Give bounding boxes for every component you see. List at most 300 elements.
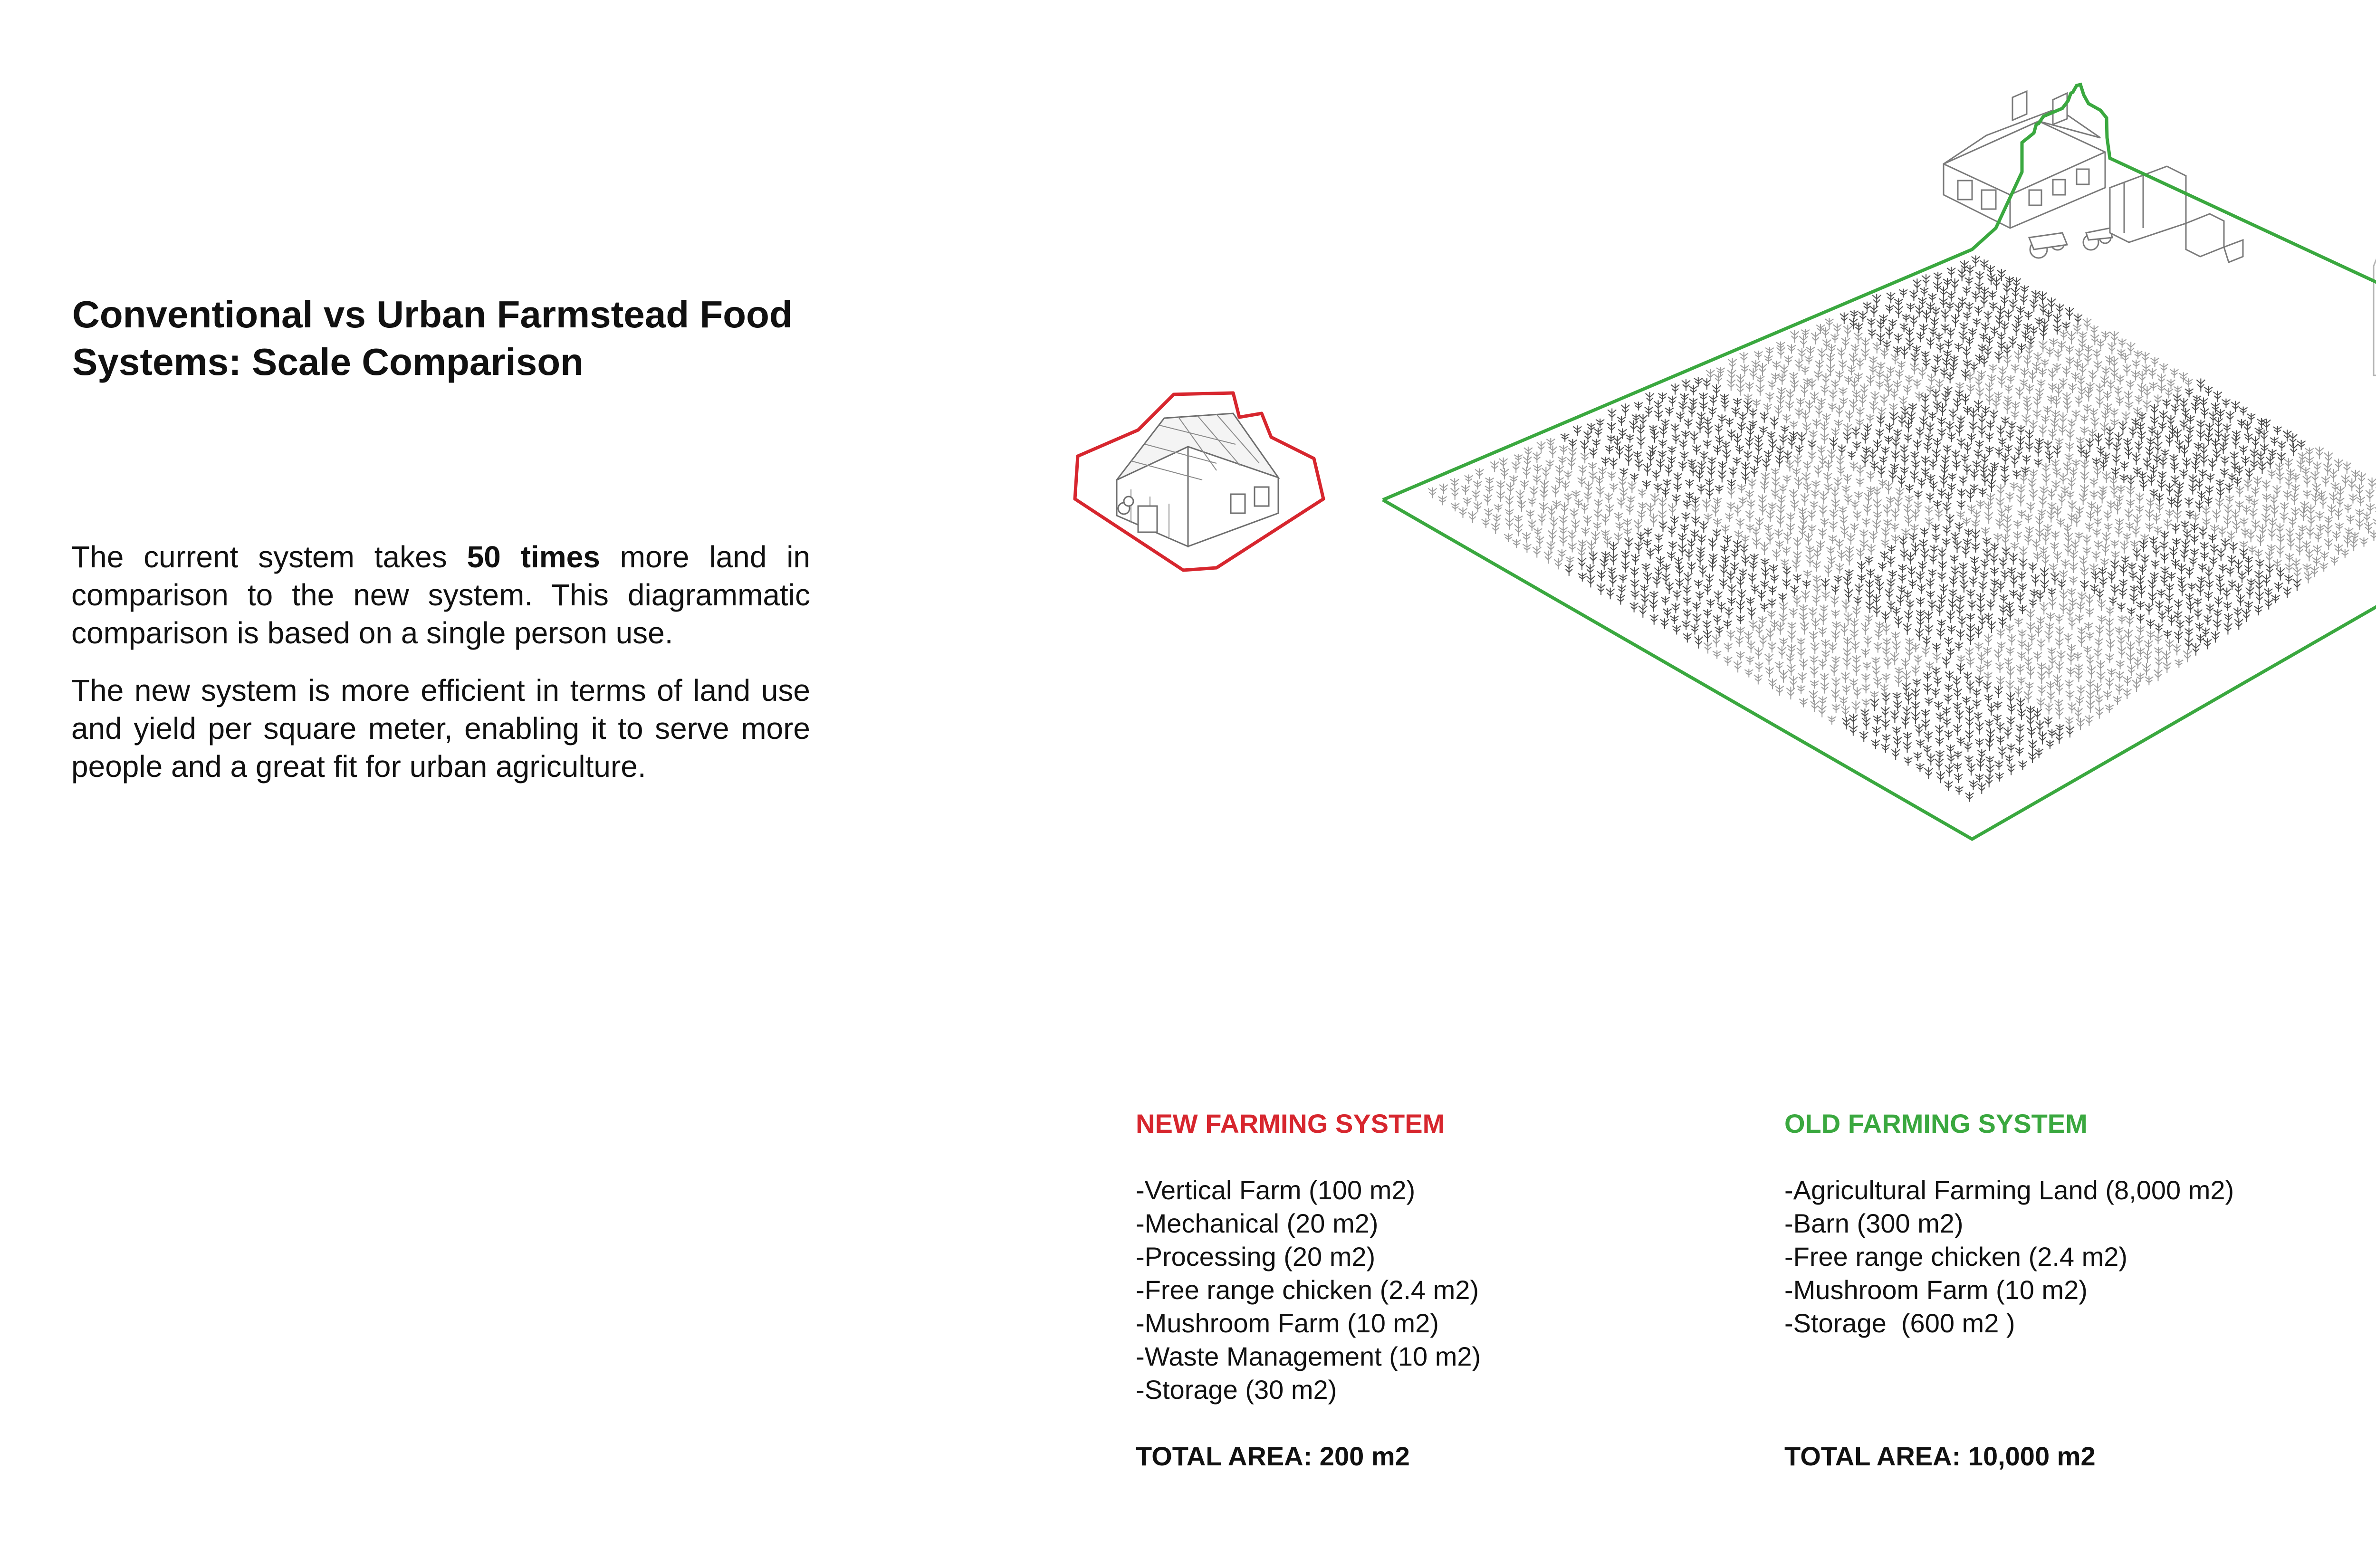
crop-plant [2003, 344, 2012, 357]
crop-plant [2233, 477, 2242, 487]
crop-plant [1768, 439, 1777, 452]
crop-plant [2213, 449, 2221, 461]
crop-plant [1642, 563, 1650, 572]
crop-plant [1937, 417, 1946, 427]
crop-plant [1868, 365, 1877, 375]
crop-plant [2158, 611, 2166, 622]
crop-plant [1876, 381, 1884, 390]
crop-plant [1976, 603, 1985, 615]
crop-plant [2056, 518, 2065, 527]
crop-plant [2106, 627, 2114, 640]
crop-plant [1925, 506, 1933, 516]
crop-plant [1792, 468, 1801, 477]
crop-plant [2210, 525, 2219, 534]
crop-plant [1873, 498, 1882, 512]
crop-plant [1713, 650, 1721, 659]
list-item: -Free range chicken (2.4 m2) [1136, 1275, 1479, 1305]
crop-plant [1882, 623, 1890, 635]
crop-plant [1648, 445, 1657, 456]
crop-plant [2001, 570, 2009, 581]
crop-plant [1881, 706, 1889, 718]
crop-plant [1825, 318, 1833, 328]
crop-plant [2191, 460, 2200, 473]
crop-plant [2124, 446, 2133, 459]
crop-plant [2001, 534, 2010, 546]
crop-plant [1646, 392, 1654, 405]
crop-plant [2143, 386, 2151, 399]
crop-plant [1505, 495, 1514, 508]
crop-plant [1954, 343, 1963, 352]
crop-plant [1755, 624, 1763, 637]
crop-plant [2068, 419, 2076, 429]
crop-plant [2114, 386, 2122, 397]
crop-plant [1619, 488, 1628, 499]
crop-plant [1831, 631, 1840, 642]
crop-plant [1653, 576, 1661, 588]
crop-plant [1514, 523, 1523, 536]
crop-plant [1727, 597, 1736, 606]
crop-plant [1954, 773, 1963, 783]
crop-plant [1820, 605, 1828, 614]
crop-plant [1956, 663, 1965, 674]
crop-plant [2311, 471, 2319, 484]
crop-plant [2039, 340, 2047, 353]
crop-plant [1945, 671, 1954, 681]
crop-plant [2027, 727, 2036, 738]
crop-plant [1789, 431, 1798, 441]
crop-plant [1931, 365, 1939, 375]
crop-plant [2068, 500, 2076, 512]
crop-plant [2215, 574, 2224, 584]
crop-plant [1586, 564, 1594, 576]
crop-plant [1985, 756, 1994, 765]
crop-plant [2075, 532, 2083, 540]
crop-plant [2055, 682, 2064, 695]
crop-plant [2059, 570, 2068, 581]
crop-plant [2006, 679, 2014, 692]
crop-plant [1707, 466, 1715, 479]
crop-plant [1873, 677, 1882, 688]
crop-plant [1926, 337, 1935, 349]
crop-plant [1957, 488, 1966, 498]
crop-plant [1661, 419, 1669, 429]
crop-plant [1810, 655, 1818, 665]
crop-plant [2221, 456, 2229, 467]
crop-plant [2234, 583, 2242, 595]
crop-plant [2254, 605, 2263, 616]
crop-plant [1735, 636, 1744, 647]
crop-plant [2160, 531, 2169, 541]
crop-plant [1900, 467, 1909, 476]
crop-plant [1916, 763, 1924, 772]
crop-plant [1870, 461, 1878, 471]
crop-plant [2150, 416, 2159, 426]
crop-plant [1493, 514, 1501, 524]
crop-plant [1709, 395, 1717, 406]
crop-plant [2215, 498, 2224, 510]
crop-plant [1797, 685, 1805, 694]
crop-plant [1820, 682, 1829, 694]
crop-plant [1779, 484, 1787, 494]
crop-plant [2080, 459, 2089, 472]
crop-plant [2050, 418, 2059, 430]
crop-plant [1428, 488, 1437, 498]
crop-plant [2080, 566, 2089, 579]
crop-plant [2163, 661, 2171, 673]
crop-plant [1661, 488, 1670, 497]
crop-plant [1573, 425, 1581, 436]
crop-plant [2119, 579, 2127, 588]
crop-plant [2117, 485, 2125, 494]
crop-plant [1944, 386, 1952, 397]
crop-plant [1665, 407, 1674, 417]
crop-plant [1893, 700, 1902, 711]
crop-plant [1764, 355, 1772, 364]
crop-plant [1654, 400, 1663, 411]
crop-plant [2241, 456, 2250, 466]
crop-plant [2248, 545, 2256, 555]
crop-plant [2284, 458, 2293, 469]
crop-plant [1718, 469, 1726, 483]
crop-plant [2331, 482, 2339, 492]
crop-plant [1928, 412, 1937, 421]
crop-plant [2193, 452, 2201, 463]
crop-plant [2068, 588, 2076, 597]
crop-plant [2018, 760, 2027, 770]
crop-plant [1696, 421, 1705, 433]
crop-plant [1856, 358, 1864, 370]
crop-plant [2123, 438, 2132, 448]
crop-plant [1849, 714, 1858, 725]
crop-plant [1890, 389, 1898, 400]
crop-plant [1617, 416, 1626, 426]
crop-plant [1538, 513, 1546, 526]
crop-plant [1922, 310, 1931, 322]
crop-plant [2113, 442, 2121, 454]
crop-plant [2133, 514, 2142, 527]
crop-plant [2063, 524, 2072, 534]
crop-plant [1631, 590, 1639, 600]
crop-plant [2126, 616, 2134, 627]
crop-plant [1621, 550, 1629, 561]
crop-plant [1915, 724, 1923, 736]
crop-plant [1819, 659, 1827, 670]
crop-plant [1675, 578, 1684, 589]
crop-plant [1899, 289, 1907, 298]
crop-plant [2062, 366, 2071, 377]
crop-plant [2138, 471, 2146, 481]
crop-plant [2174, 386, 2182, 395]
crop-plant [1963, 464, 1971, 475]
crop-plant [2255, 570, 2263, 582]
crop-plant [2117, 615, 2126, 624]
crop-plant [2146, 446, 2154, 459]
crop-plant [1831, 585, 1839, 595]
crop-plant [1913, 379, 1921, 389]
crop-plant [1658, 440, 1667, 449]
crop-plant [1699, 521, 1708, 533]
crop-plant [1931, 524, 1940, 533]
intro-text-end: more land in comparison to the new system. This diagrammatic comparison is based on a single person use. [71, 540, 810, 650]
crop-plant [2285, 476, 2293, 489]
crop-plant [1945, 302, 1954, 311]
crop-plant [1944, 637, 1953, 647]
crop-plant [1601, 530, 1610, 538]
crop-plant [1966, 633, 1975, 645]
crop-plant [2110, 356, 2118, 369]
crop-plant [2005, 624, 2014, 633]
crop-plant [1832, 704, 1840, 713]
crop-plant [2079, 363, 2087, 376]
crop-plant [1608, 471, 1616, 481]
crop-plant [2223, 602, 2232, 611]
crop-plant [2160, 553, 2169, 564]
crop-plant [1934, 354, 1942, 365]
crop-plant [1500, 468, 1509, 479]
crop-plant [1662, 564, 1670, 573]
crop-plant [1842, 685, 1850, 695]
crop-plant [1499, 458, 1508, 469]
crop-plant [1852, 655, 1861, 666]
crop-plant [2213, 609, 2222, 619]
crop-plant [2143, 650, 2152, 663]
crop-plant [1839, 360, 1847, 371]
crop-plant [2293, 567, 2301, 580]
crop-plant [2155, 623, 2163, 634]
crop-plant [1891, 508, 1900, 521]
crop-plant [1814, 465, 1822, 477]
crop-plant [2174, 631, 2183, 643]
crop-plant [2065, 356, 2074, 366]
crop-plant [1829, 390, 1837, 402]
crop-plant [1862, 518, 1870, 527]
crop-plant [1783, 475, 1792, 484]
crop-plant [1939, 475, 1948, 488]
crop-plant [1983, 537, 1991, 547]
crop-plant [2004, 727, 2012, 739]
crop-plant [1996, 497, 2004, 509]
crop-plant [1550, 516, 1558, 530]
crop-plant [1954, 688, 1962, 700]
crop-plant [2209, 411, 2217, 424]
crop-plant [1600, 558, 1609, 570]
crop-plant [1628, 481, 1636, 493]
crop-plant [1768, 641, 1776, 652]
crop-plant [1721, 555, 1730, 565]
crop-plant [2138, 564, 2147, 575]
crop-plant [2336, 486, 2345, 498]
crop-plant [1882, 647, 1890, 658]
crop-plant [1660, 618, 1669, 629]
crop-plant [1647, 503, 1655, 515]
crop-plant [2134, 350, 2142, 359]
crop-plant [1768, 502, 1776, 511]
crop-plant [2167, 497, 2175, 508]
crop-plant [1756, 384, 1764, 396]
crop-plant [1833, 324, 1841, 335]
crop-plant [2241, 528, 2250, 538]
crop-plant [2069, 562, 2078, 573]
crop-plant [2034, 445, 2042, 457]
crop-plant [1766, 532, 1774, 545]
crop-plant [2099, 577, 2108, 588]
crop-plant [2115, 627, 2123, 635]
crop-plant [1692, 445, 1701, 455]
crop-plant [1877, 415, 1885, 427]
crop-plant [2290, 443, 2298, 456]
crop-plant [2101, 544, 2110, 556]
crop-plant [1857, 561, 1866, 573]
crop-plant [1857, 574, 1866, 583]
crop-plant [1921, 719, 1930, 731]
crop-plant [1973, 688, 1981, 698]
crop-plant [2033, 708, 2041, 720]
crop-plant [1959, 476, 1967, 486]
crop-plant [1945, 764, 1954, 777]
crop-plant [1845, 569, 1853, 579]
crop-plant [1911, 643, 1920, 652]
crop-plant [1930, 317, 1939, 328]
crop-plant [1990, 587, 1998, 599]
crop-plant [2230, 451, 2239, 461]
crop-plant [1881, 527, 1890, 539]
crop-plant [2136, 493, 2144, 504]
crop-plant [1956, 629, 1965, 640]
crop-plant [1754, 647, 1763, 659]
crop-plant [1777, 495, 1786, 506]
crop-plant [1910, 524, 1919, 533]
crop-plant [2072, 410, 2080, 420]
crop-plant [2177, 564, 2186, 574]
crop-plant [2041, 554, 2050, 567]
crop-plant [1785, 401, 1794, 411]
crop-plant [1968, 328, 1977, 337]
crop-plant [1672, 434, 1680, 444]
crop-plant [2171, 559, 2180, 569]
crop-plant [1665, 464, 1673, 476]
crop-plant [1966, 372, 1974, 383]
crop-plant [2145, 603, 2153, 615]
crop-plant [1678, 461, 1687, 471]
crop-plant [1975, 271, 1984, 283]
crop-plant [2218, 526, 2226, 537]
crop-plant [2041, 415, 2050, 425]
crop-plant [2057, 341, 2066, 351]
crop-plant [1485, 508, 1493, 519]
crop-plant [2165, 639, 2174, 650]
crop-plant [2007, 375, 2015, 383]
crop-plant [1966, 265, 1974, 276]
crop-plant [2321, 476, 2330, 487]
crop-plant [2028, 633, 2036, 643]
page-title: Conventional vs Urban Farmstead Food Systems: Scale Comparison [72, 293, 793, 383]
crop-plant [1782, 579, 1791, 590]
crop-plant [2182, 458, 2191, 469]
crop-plant [1899, 396, 1907, 407]
crop-plant [2117, 646, 2126, 659]
crop-plant [2292, 558, 2300, 569]
crop-plant [2022, 455, 2031, 464]
crop-plant [2116, 671, 2124, 682]
crop-plant [2125, 401, 2133, 410]
crop-plant [1911, 543, 1920, 555]
crop-plant [2006, 647, 2014, 656]
crop-plant [2025, 526, 2034, 536]
crop-plant [1985, 382, 1993, 395]
crop-plant [1526, 510, 1534, 519]
crop-plant [1951, 314, 1960, 327]
crop-plant [1793, 454, 1802, 467]
crop-plant [1989, 302, 1997, 311]
crop-plant [1895, 667, 1903, 676]
crop-plant [1697, 484, 1705, 495]
crop-plant [1601, 457, 1610, 466]
crop-plant [2083, 318, 2091, 331]
crop-plant [1988, 468, 1997, 481]
crop-plant [2044, 440, 2052, 452]
crop-plant [1880, 394, 1888, 406]
crop-plant [2084, 388, 2093, 402]
crop-plant [1837, 347, 1846, 359]
crop-plant [2062, 322, 2070, 331]
crop-plant [2216, 409, 2225, 419]
crop-plant [1703, 630, 1712, 641]
crop-plant [1604, 493, 1613, 503]
crop-plant [1888, 570, 1897, 579]
crop-plant [2104, 510, 2112, 521]
crop-plant [1819, 612, 1828, 625]
crop-plant [1808, 440, 1816, 450]
crop-plant [2173, 644, 2181, 656]
crop-plant [1976, 593, 1985, 604]
crop-plant [1953, 398, 1962, 411]
crop-plant [1964, 742, 1972, 753]
crop-plant [2004, 444, 2012, 454]
crop-plant [1615, 446, 1624, 459]
crop-plant [1943, 502, 1951, 514]
crop-plant [2133, 547, 2141, 561]
crop-plant [2313, 461, 2321, 472]
crop-plant [2086, 608, 2094, 617]
crop-plant [2190, 548, 2199, 557]
crop-plant [1914, 501, 1922, 511]
crop-plant [2004, 384, 2013, 393]
crop-plant [1514, 515, 1523, 524]
crop-plant [2170, 368, 2178, 378]
crop-plant [1792, 559, 1801, 572]
crop-plant [2090, 584, 2098, 594]
crop-plant [1801, 410, 1810, 422]
crop-plant [2265, 564, 2274, 576]
crop-plant [2097, 339, 2105, 350]
crop-plant [2200, 444, 2208, 457]
list-item: -Storage (600 m2 ) [1784, 1308, 2015, 1338]
crop-plant [1966, 657, 1974, 668]
crop-plant [2231, 401, 2240, 412]
crop-plant [1988, 291, 1997, 300]
list-item: -Mushroom Farm (10 m2) [1784, 1275, 2088, 1305]
crop-plant [1740, 544, 1748, 555]
crop-plant [2303, 564, 2311, 573]
crop-plant [2094, 361, 2102, 371]
crop-plant [1986, 493, 1995, 504]
crop-plant [1877, 333, 1885, 345]
crop-plant [1811, 332, 1820, 344]
crop-plant [2226, 567, 2234, 576]
crop-plant [2016, 664, 2024, 675]
crop-plant [1910, 470, 1918, 482]
crop-plant [1779, 670, 1788, 683]
